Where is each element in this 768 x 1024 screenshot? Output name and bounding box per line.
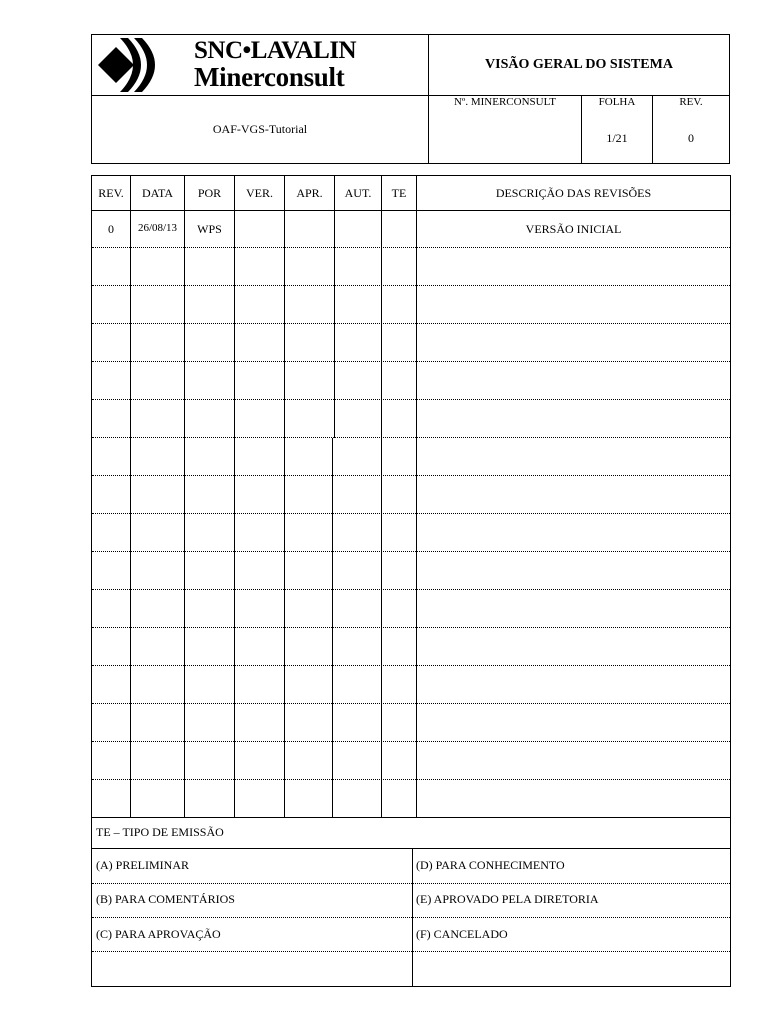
emission-e: (E) APROVADO PELA DIRETORIA [416, 892, 599, 906]
brand-subname: Minerconsult [194, 62, 345, 92]
document-title: VISÃO GERAL DO SISTEMA [485, 57, 673, 72]
row-by: WPS [197, 222, 222, 236]
emission-c: (C) PARA APROVAÇÃO [96, 927, 221, 941]
col-header-apr: APR. [296, 186, 323, 200]
row-description: VERSÃO INICIAL [525, 222, 622, 236]
row-rev: 0 [108, 222, 114, 236]
col-header-data: DATA [141, 186, 174, 200]
row-date: 26/08/13 [137, 222, 178, 234]
col-header-te: TE [391, 186, 407, 200]
emission-d: (D) PARA CONHECIMENTO [416, 858, 565, 872]
emission-f: (F) CANCELADO [416, 927, 508, 941]
col-header-ver: VER. [246, 186, 273, 200]
rev-label: REV. [679, 96, 703, 108]
rev-value: 0 [688, 131, 694, 145]
sheet-label: FOLHA [598, 96, 636, 108]
sheet-value: 1/21 [606, 131, 628, 145]
brand-name: SNC•LAVALIN [194, 37, 357, 64]
col-header-por: POR [197, 186, 222, 200]
emission-a: (A) PRELIMINAR [96, 858, 189, 872]
col-header-description: DESCRIÇÃO DAS REVISÕES [495, 186, 652, 200]
emission-b: (B) PARA COMENTÁRIOS [96, 892, 235, 906]
col-header-aut: AUT. [344, 186, 372, 200]
col-header-rev: REV. [98, 186, 124, 200]
document-code: OAF-VGS-Tutorial [212, 122, 308, 136]
doc-number-label: Nº. MINERCONSULT [453, 96, 556, 108]
emission-heading: TE – TIPO DE EMISSÃO [96, 825, 224, 839]
snc-lavalin-logo-icon [94, 34, 174, 96]
